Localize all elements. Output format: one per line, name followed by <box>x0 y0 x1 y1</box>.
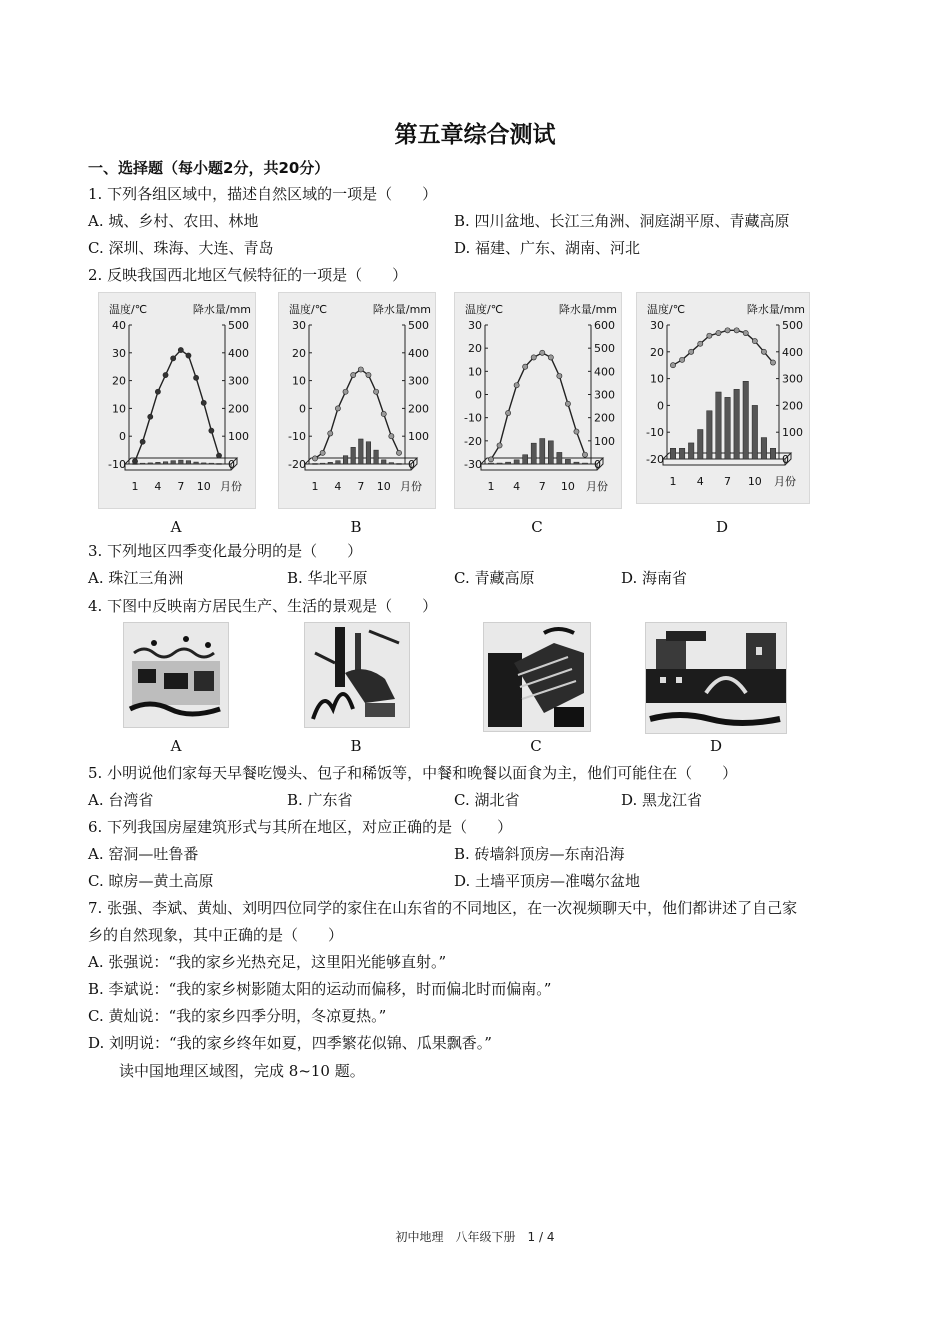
temp-tick-label: 30 <box>292 319 306 332</box>
precip-bar <box>156 462 161 464</box>
temp-point <box>734 328 739 333</box>
q6-option-b: B. 砖墙斜顶房—东南沿海 <box>454 845 625 863</box>
q7-stem-line2: 乡的自然现象，其中正确的是（ ） <box>88 926 344 944</box>
q7-option-b: B. 李斌说：“我的家乡树影随太阳的运动而偏移，时而偏北时而偏南。” <box>88 980 552 998</box>
temp-point <box>557 373 562 378</box>
temp-tick-label: 30 <box>112 346 126 360</box>
precip-bar <box>565 459 570 464</box>
temp-point <box>335 406 340 411</box>
temp-point <box>148 414 153 419</box>
precip-tick-label: 300 <box>408 374 429 388</box>
q4-label-c: C <box>530 737 542 755</box>
q2-label-d: D <box>715 518 729 536</box>
q3-option-b: B. 华北平原 <box>287 569 368 587</box>
q1-option-c: C. 深圳、珠海、大连、青岛 <box>88 239 274 257</box>
temp-point <box>752 338 757 343</box>
precip-tick-label: 500 <box>782 319 803 332</box>
precip-tick-label: 300 <box>782 372 803 386</box>
temp-axis-label: 温度/℃ <box>465 303 504 316</box>
month-tick-label: 10 <box>376 480 391 493</box>
precip-bar <box>194 462 199 464</box>
temp-axis-label: 温度/℃ <box>289 303 328 316</box>
precip-tick-label: 200 <box>228 402 249 416</box>
climate-chart-c <box>454 292 622 509</box>
temp-tick-label: 40 <box>112 319 126 332</box>
precip-bar <box>497 463 502 464</box>
month-tick-label: 4 <box>696 475 704 488</box>
precip-bar <box>209 463 214 464</box>
precip-tick-label: 500 <box>408 319 429 332</box>
temp-point <box>155 389 160 394</box>
temp-line <box>673 330 773 365</box>
precip-bar <box>540 439 545 464</box>
q1-option-b: B. 四川盆地、长江三角洲、洞庭湖平原、青藏高原 <box>454 212 790 230</box>
climate-chart-d-svg <box>637 293 809 503</box>
precip-tick-label: 200 <box>594 411 615 425</box>
precip-bar <box>679 448 684 459</box>
climate-chart-d <box>636 292 810 504</box>
precip-bar <box>140 463 145 464</box>
precip-axis-label: 降水量/mm <box>746 303 805 316</box>
precip-bar <box>336 461 341 464</box>
temp-point <box>514 383 519 388</box>
q6-stem: 6. 下列我国房屋建筑形式与其所在地区，对应正确的是（ ） <box>88 818 513 836</box>
temp-point <box>389 434 394 439</box>
month-tick-label: 1 <box>669 475 677 488</box>
q1-option-d: D. 福建、广东、湖南、河北 <box>454 239 641 257</box>
q5-option-c: C. 湖北省 <box>454 791 520 809</box>
precip-bar <box>688 443 693 459</box>
temp-point <box>716 330 721 335</box>
temp-point <box>497 443 502 448</box>
landscape-c-drawing <box>484 623 590 731</box>
temp-point <box>743 330 748 335</box>
q4-label-b: B <box>350 737 362 755</box>
climate-chart-a <box>98 292 256 509</box>
landscape-image-d <box>645 622 787 734</box>
q7-option-d: D. 刘明说：“我的家乡终年如夏，四季繁花似锦、瓜果飘香。” <box>88 1034 492 1052</box>
precip-bar <box>313 463 318 464</box>
temp-point <box>178 347 183 352</box>
climate-chart-b <box>278 292 436 509</box>
q4-stem: 4. 下图中反映南方居民生产、生活的景观是（ ） <box>88 597 438 615</box>
q3-option-a: A. 珠江三角洲 <box>88 569 184 587</box>
precip-bar <box>148 463 153 464</box>
precip-tick-label: 500 <box>228 319 249 332</box>
precip-bar <box>374 450 379 464</box>
q6-option-d: D. 土墙平顶房—准噶尔盆地 <box>454 872 641 890</box>
month-unit-label: 月份 <box>400 480 422 493</box>
precip-bar <box>725 397 730 459</box>
landscape-image-b <box>304 622 410 728</box>
q1-stem: 1. 下列各组区域中，描述自然区域的一项是（ ） <box>88 185 438 203</box>
temp-axis-label: 温度/℃ <box>109 303 148 316</box>
temp-tick-label: 10 <box>650 372 664 386</box>
precip-bar <box>343 456 348 464</box>
month-tick-label: 1 <box>131 480 139 493</box>
precip-tick-label: 600 <box>594 319 615 332</box>
precip-bar <box>381 460 386 464</box>
q5-option-d: D. 黑龙江省 <box>621 791 703 809</box>
precip-bar <box>574 462 579 464</box>
temp-line <box>491 353 585 460</box>
climate-chart-a-svg <box>99 293 255 508</box>
precip-bar <box>514 460 519 464</box>
temp-point <box>770 360 775 365</box>
month-tick-label: 4 <box>334 480 342 493</box>
precip-bar <box>734 389 739 459</box>
precip-bar <box>320 463 325 464</box>
precip-tick-label: 0 <box>228 458 235 471</box>
climate-chart-b-svg <box>279 293 435 508</box>
month-tick-label: 10 <box>747 475 762 488</box>
temp-tick-label: -20 <box>646 453 664 466</box>
precip-bar <box>163 462 168 464</box>
precip-bar <box>752 405 757 459</box>
month-tick-label: 1 <box>311 480 319 493</box>
month-unit-label: 月份 <box>774 475 796 488</box>
q1-option-a: A. 城、乡村、农田、林地 <box>88 212 259 230</box>
precip-tick-label: 0 <box>782 453 789 466</box>
temp-point <box>540 350 545 355</box>
month-tick-label: 7 <box>724 475 732 488</box>
temp-point <box>689 349 694 354</box>
precip-bar <box>201 463 206 464</box>
precip-bar <box>351 447 356 464</box>
temp-point <box>381 411 386 416</box>
temp-point <box>679 357 684 362</box>
q3-stem: 3. 下列地区四季变化最分明的是（ ） <box>88 542 363 560</box>
temp-tick-label: 0 <box>657 399 664 413</box>
precip-axis-label: 降水量/mm <box>192 303 251 316</box>
q4-label-d: D <box>709 737 723 755</box>
precip-bar <box>548 441 553 464</box>
q7-stem-line1: 7. 张强、李斌、黄灿、刘明四位同学的家住在山东省的不同地区，在一次视频聊天中，他们都讲述了自己家 <box>88 899 798 917</box>
temp-tick-label: 20 <box>468 342 482 356</box>
temp-point <box>505 410 510 415</box>
temp-point <box>132 459 137 464</box>
precip-tick-label: 300 <box>594 388 615 402</box>
temp-point <box>582 452 587 457</box>
precip-bar <box>523 455 528 464</box>
temp-point <box>366 372 371 377</box>
q6-option-c: C. 晾房—黄土高原 <box>88 872 214 890</box>
temp-point <box>186 353 191 358</box>
temp-point <box>216 453 221 458</box>
q2-stem: 2. 反映我国西北地区气候特征的一项是（ ） <box>88 266 408 284</box>
temp-point <box>328 431 333 436</box>
q3-option-c: C. 青藏高原 <box>454 569 535 587</box>
precip-tick-label: 500 <box>594 342 615 356</box>
temp-point <box>548 355 553 360</box>
temp-tick-label: 0 <box>299 402 306 416</box>
temp-point <box>531 355 536 360</box>
page-footer: 初中地理 八年级下册 1 / 4 <box>395 1230 555 1244</box>
precip-bar <box>531 443 536 464</box>
precip-bar <box>171 461 176 464</box>
month-tick-label: 7 <box>357 480 365 493</box>
precip-bar <box>770 448 775 459</box>
temp-tick-label: 0 <box>475 388 482 402</box>
temp-point <box>670 363 675 368</box>
landscape-b-drawing <box>305 623 409 727</box>
month-tick-label: 4 <box>513 480 521 493</box>
temp-point <box>163 372 168 377</box>
precip-bar <box>506 462 511 464</box>
temp-tick-label: 30 <box>650 319 664 332</box>
temp-point <box>358 367 363 372</box>
temp-point <box>312 456 317 461</box>
q5-stem: 5. 小明说他们家每天早餐吃馒头、包子和稀饭等，中餐和晚餐以面食为主，他们可能住在（ ） <box>88 764 738 782</box>
temp-tick-label: -20 <box>464 434 482 448</box>
section-heading: 一、选择题（每小题2分，共20分） <box>88 159 330 177</box>
precip-tick-label: 100 <box>782 426 803 440</box>
month-unit-label: 月份 <box>220 480 242 493</box>
q2-label-c: C <box>531 518 543 536</box>
month-unit-label: 月份 <box>586 480 608 493</box>
temp-point <box>698 341 703 346</box>
read-note: 读中国地理区域图，完成 8~10 题。 <box>119 1062 365 1080</box>
temp-tick-label: 0 <box>119 430 126 444</box>
temp-point <box>707 333 712 338</box>
temp-point <box>140 439 145 444</box>
temp-point <box>373 389 378 394</box>
temp-point <box>320 450 325 455</box>
temp-point <box>193 375 198 380</box>
q2-label-b: B <box>350 518 362 536</box>
month-tick-label: 4 <box>154 480 162 493</box>
q2-label-a: A <box>170 518 182 536</box>
temp-point <box>761 349 766 354</box>
temp-point <box>565 401 570 406</box>
landscape-image-c <box>483 622 591 732</box>
temp-tick-label: 20 <box>650 345 664 359</box>
precip-tick-label: 400 <box>408 346 429 360</box>
temp-point <box>488 457 493 462</box>
precip-tick-label: 100 <box>594 434 615 448</box>
temp-point <box>343 389 348 394</box>
precip-bar <box>488 463 493 464</box>
month-tick-label: 7 <box>177 480 185 493</box>
temp-tick-label: -10 <box>646 426 664 440</box>
temp-tick-label: 20 <box>112 374 126 388</box>
precip-bar <box>217 463 222 464</box>
precip-bar <box>397 463 402 464</box>
landscape-image-a <box>123 622 229 728</box>
precip-bar <box>698 430 703 459</box>
precip-bar <box>670 448 675 459</box>
precip-bar <box>186 461 191 464</box>
precip-tick-label: 200 <box>782 399 803 413</box>
month-tick-label: 7 <box>538 480 546 493</box>
precip-bar <box>743 381 748 459</box>
landscape-d-drawing <box>646 623 786 733</box>
temp-point <box>574 429 579 434</box>
temp-tick-label: 30 <box>468 319 482 332</box>
precip-tick-label: 100 <box>228 430 249 444</box>
q7-option-c: C. 黄灿说：“我的家乡四季分明，冬凉夏热。” <box>88 1007 387 1025</box>
q3-option-d: D. 海南省 <box>621 569 688 587</box>
landscape-a-drawing <box>124 623 228 727</box>
precip-bar <box>328 462 333 464</box>
q5-option-a: A. 台湾省 <box>88 791 154 809</box>
temp-point <box>725 328 730 333</box>
precip-bar <box>359 439 364 464</box>
precip-tick-label: 400 <box>228 346 249 360</box>
precip-tick-label: 400 <box>594 365 615 379</box>
temp-point <box>209 428 214 433</box>
precip-tick-label: 300 <box>228 374 249 388</box>
precip-bar <box>389 463 394 464</box>
temp-tick-label: -10 <box>108 458 126 471</box>
precip-tick-label: 0 <box>408 458 415 471</box>
temp-tick-label: -30 <box>464 458 482 471</box>
temp-point <box>351 372 356 377</box>
precip-bar <box>761 438 766 459</box>
temp-tick-label: -10 <box>464 411 482 425</box>
precip-tick-label: 100 <box>408 430 429 444</box>
temp-tick-label: -20 <box>288 458 306 471</box>
q4-label-a: A <box>170 737 182 755</box>
climate-chart-c-svg <box>455 293 621 508</box>
temp-tick-label: 10 <box>112 402 126 416</box>
precip-tick-label: 0 <box>594 458 601 471</box>
temp-tick-label: 10 <box>292 374 306 388</box>
temp-axis-label: 温度/℃ <box>647 303 686 316</box>
precip-tick-label: 400 <box>782 345 803 359</box>
q6-option-a: A. 窑洞—吐鲁番 <box>88 845 199 863</box>
precip-bar <box>366 442 371 464</box>
month-tick-label: 10 <box>560 480 575 493</box>
precip-axis-label: 降水量/mm <box>372 303 431 316</box>
precip-bar <box>707 411 712 459</box>
q7-option-a: A. 张强说：“我的家乡光热充足，这里阳光能够直射。” <box>88 953 447 971</box>
month-tick-label: 1 <box>487 480 495 493</box>
month-tick-label: 10 <box>196 480 211 493</box>
temp-point <box>171 356 176 361</box>
precip-bar <box>582 463 587 464</box>
temp-tick-label: 20 <box>292 346 306 360</box>
precip-bar <box>179 460 184 464</box>
precip-bar <box>557 452 562 464</box>
precip-tick-label: 200 <box>408 402 429 416</box>
page-title: 第五章综合测试 <box>394 122 556 148</box>
temp-tick-label: -10 <box>288 430 306 444</box>
temp-line <box>135 350 219 461</box>
precip-axis-label: 降水量/mm <box>558 303 617 316</box>
q5-option-b: B. 广东省 <box>287 791 353 809</box>
temp-point <box>523 364 528 369</box>
temp-point <box>396 450 401 455</box>
temp-tick-label: 10 <box>468 365 482 379</box>
temp-point <box>201 400 206 405</box>
precip-bar <box>716 392 721 459</box>
